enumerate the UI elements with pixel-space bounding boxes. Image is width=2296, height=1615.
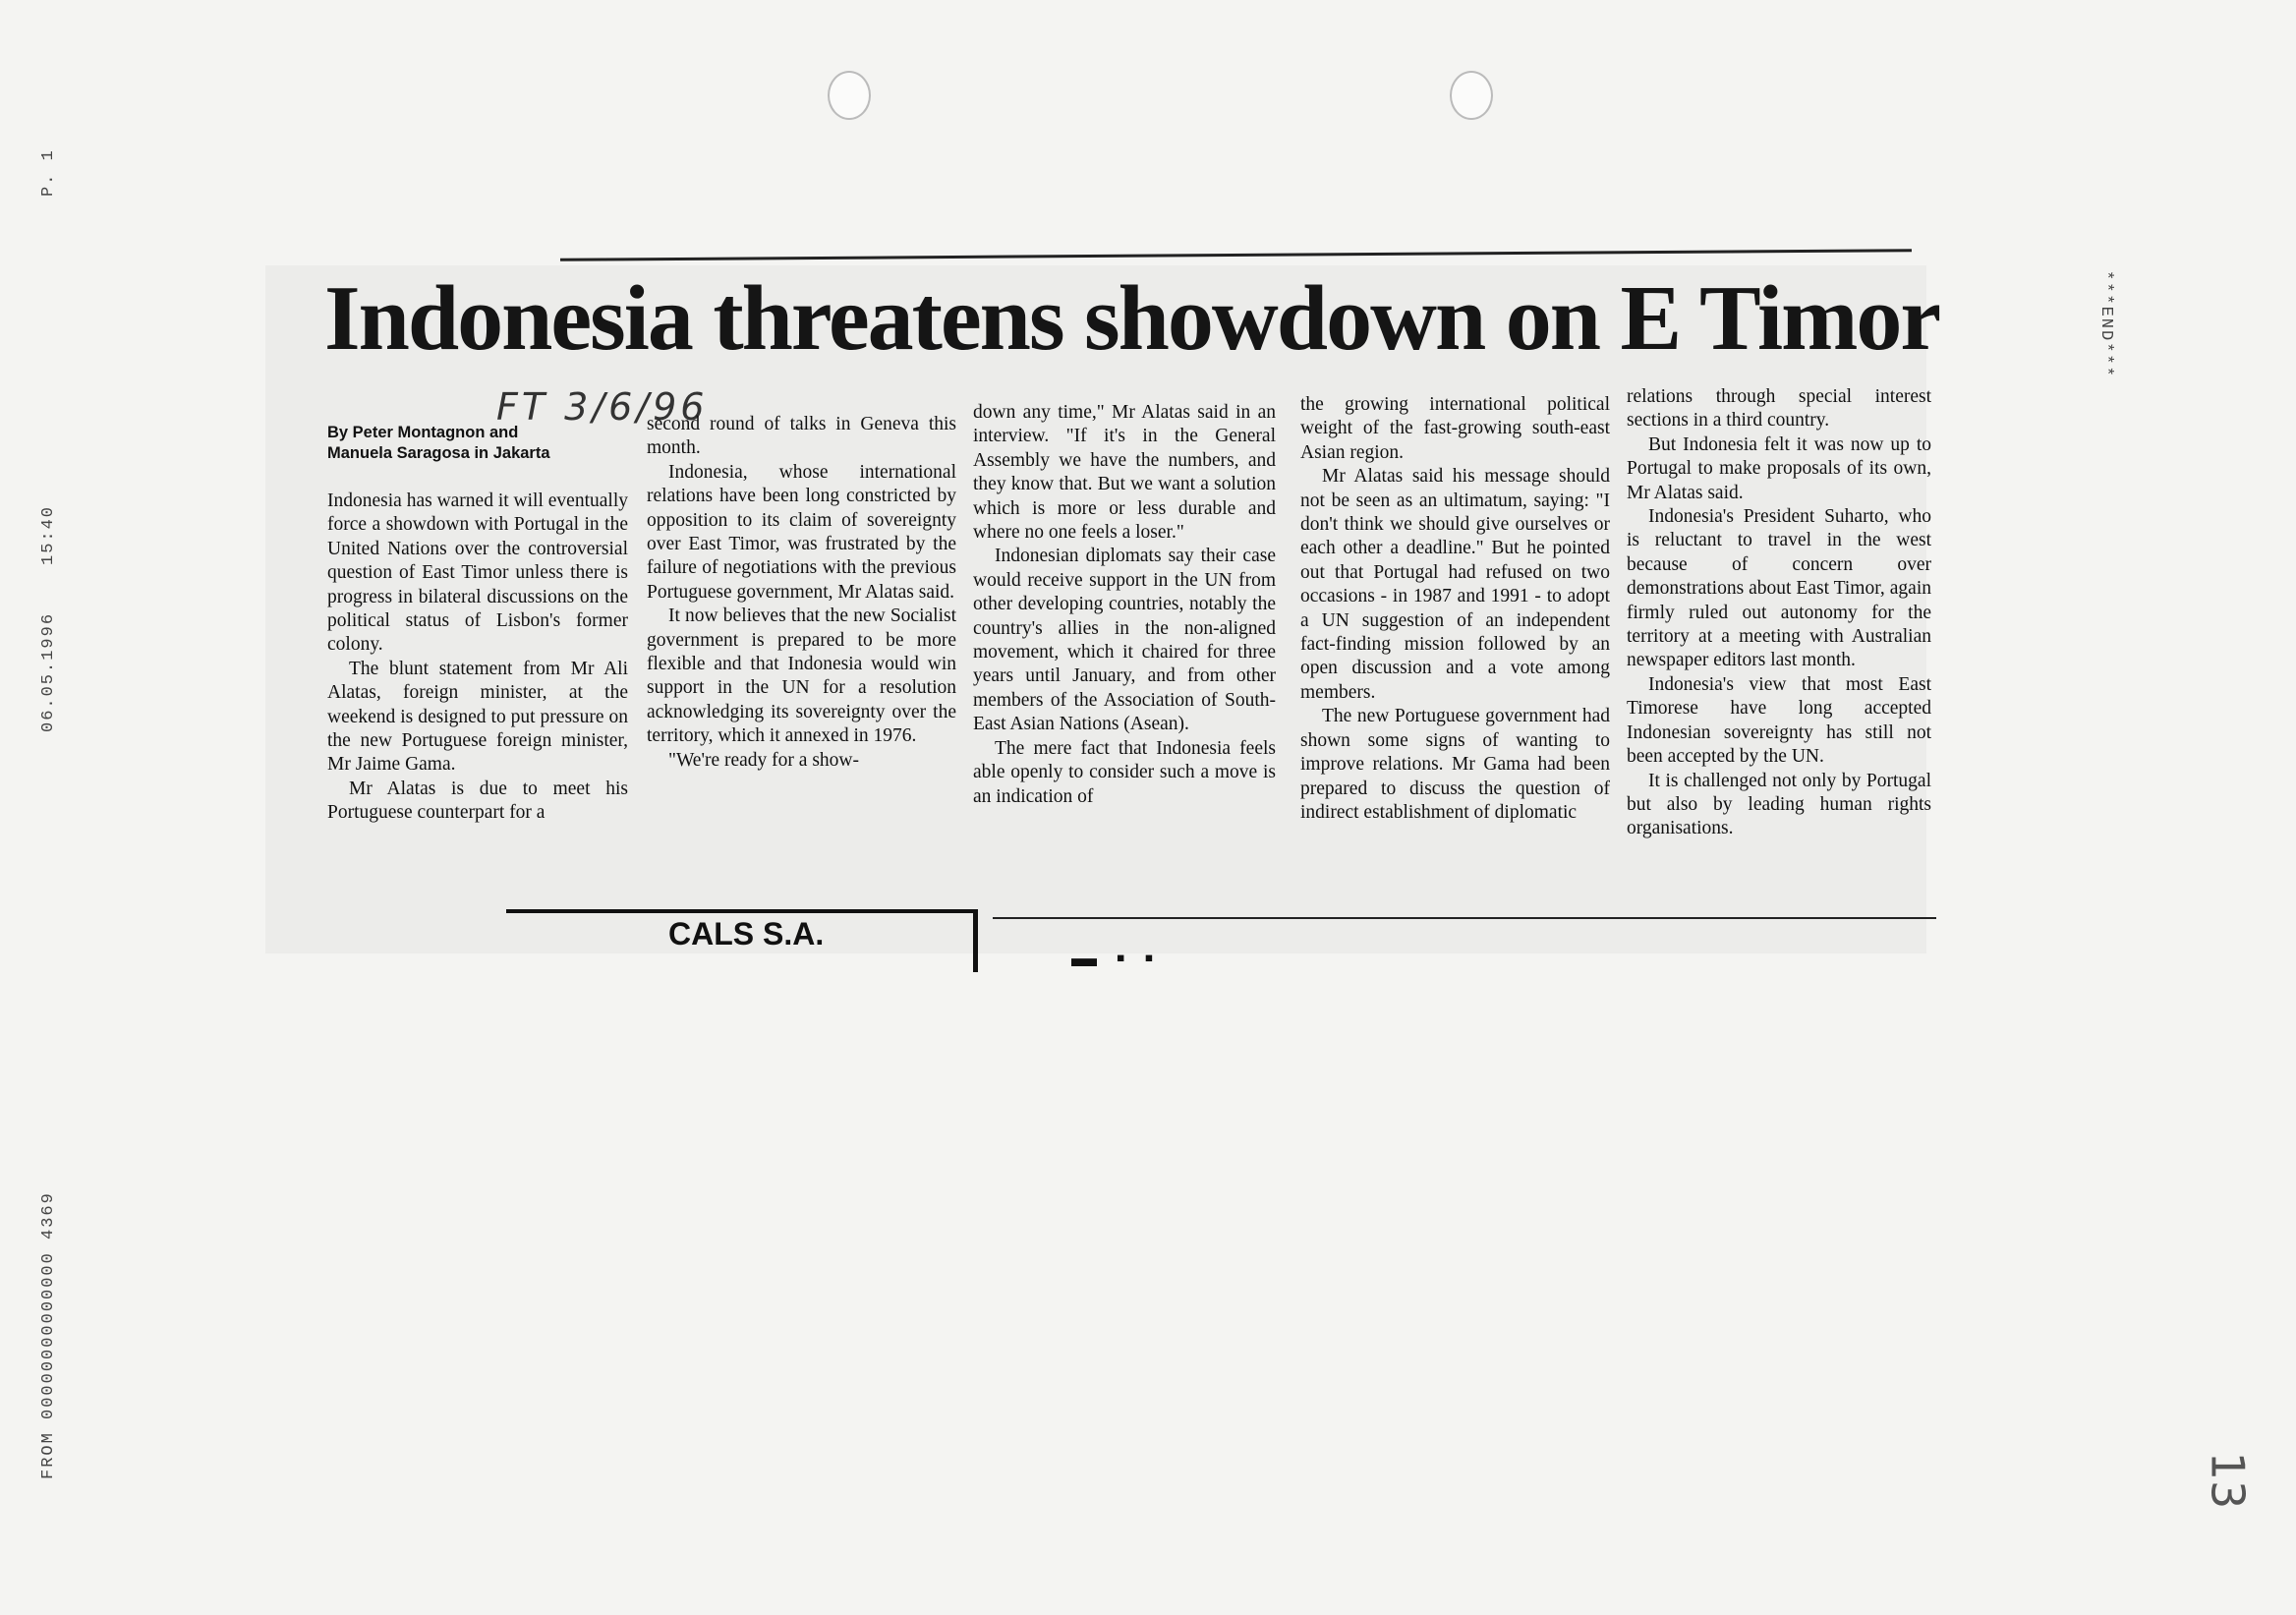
fax-date: 06.05.1996 [39, 611, 58, 732]
paragraph: Indonesia, whose international relations have been long constricted by opposition to its claim of sovereignty over East Timor, was frustrated by the failure of negotiations with the previous Portuguese government, Mr Alatas said. [647, 461, 956, 603]
paragraph: Indonesia's President Suharto, who is reluctant to travel in the west because of concern over demonstrations about East Timor, again firmly ruled out autonomy for the territory at a meeting with Australian newspaper editors last month. [1627, 506, 1931, 671]
bottom-rule-right [993, 917, 1936, 919]
paragraph: It is challenged not only by Portugal but also by leading human rights organisations. [1627, 770, 1931, 839]
paragraph: Indonesia's view that most East Timorese have long accepted Indonesian sovereignty has still not been accepted by the UN. [1627, 673, 1931, 768]
paragraph: the growing international political weight of the fast-growing south-east Asian region. [1300, 394, 1610, 463]
byline-authors: By Peter Montagnon and [327, 424, 519, 441]
article-column-2 [647, 413, 956, 773]
paragraph: "We're ready for a show- [668, 749, 859, 771]
punch-hole-left [828, 71, 871, 120]
paragraph: Indonesian diplomats say their case would receive support in the UN from other developing countries, notably the country's allies in the non-aligned movement, which it chaired for three years until January, and from other members of the Association of South-East Asian Nations (Asean). [973, 546, 1276, 735]
punch-hole-right [1450, 71, 1493, 120]
fax-end-marker: ***END*** [2096, 270, 2115, 378]
paragraph: The mere fact that Indonesia feels able openly to consider such a move is an indication of [973, 737, 1276, 807]
paragraph: Indonesia has warned it will eventually force a showdown with Portugal in the United Nations over the controversial question of East Timor unless there is progress in bilateral discussions on the political status of Lisbon's former colony. [327, 490, 628, 656]
fax-sender: FROM 00000000000000 4369 [39, 1191, 58, 1479]
paragraph: second round of talks in Geneva this month. [647, 414, 956, 459]
paragraph: It now believes that the new Socialist government is prepared to be more flexible and that Indonesia would win support in the UN for a resolution acknowledging its sovereignty over the territory, which it annexed in 1976. [647, 606, 956, 747]
article-column-4 [1300, 393, 1610, 825]
fax-page-number: P. 1 [39, 148, 58, 197]
fax-time: 15:40 [39, 504, 58, 565]
byline-location: Manuela Saragosa in Jakarta [327, 444, 550, 462]
paragraph: down any time," Mr Alatas said in an interview. "If it's in the General Assembly we have the numbers, and they know that. But we want a solution which is more or less durable and where no one feels a loser." [973, 402, 1276, 544]
article-column-3 [973, 401, 1276, 809]
paragraph: The blunt statement from Mr Ali Alatas, foreign minister, at the weekend is designed to put pressure on the new Portuguese foreign minister, Mr Jaime Gama. [327, 658, 628, 776]
paragraph: But Indonesia felt it was now up to Portugal to make proposals of its own, Mr Alatas said. [1627, 433, 1931, 503]
handwritten-page-mark: 13 [2201, 1451, 2255, 1510]
paragraph: Mr Alatas is due to meet his Portuguese counterpart for a [327, 778, 628, 824]
advertisement-fragment: CALS S.A. [668, 916, 825, 952]
byline [327, 423, 642, 464]
article-column-1 [327, 490, 628, 826]
headline: Indonesia threatens showdown on E Timor [324, 267, 1940, 370]
paragraph: Mr Alatas said his message should not be seen as an ultimatum, saying: "I don't think we should give ourselves or each other a deadline." But he pointed out that Portugal had refused on two occasions - in 1987 and 1991 - to adopt a UN suggestion of an independent fact-finding mission followed by an open discussion and a vote among members. [1300, 466, 1610, 703]
handwritten-date-note: FT 3/6/96 [496, 385, 709, 429]
paragraph: The new Portuguese government had shown some signs of wanting to improve relations. Mr Gama had been prepared to discuss the question of indirect establishment of diplomatic [1300, 706, 1610, 823]
article-column-5 [1627, 385, 1931, 841]
cropped-ad-marks: ▬ ▪ ▪ [1071, 944, 1154, 972]
top-rule [560, 249, 1912, 261]
paragraph: relations through special interest sections in a third country. [1627, 386, 1931, 432]
